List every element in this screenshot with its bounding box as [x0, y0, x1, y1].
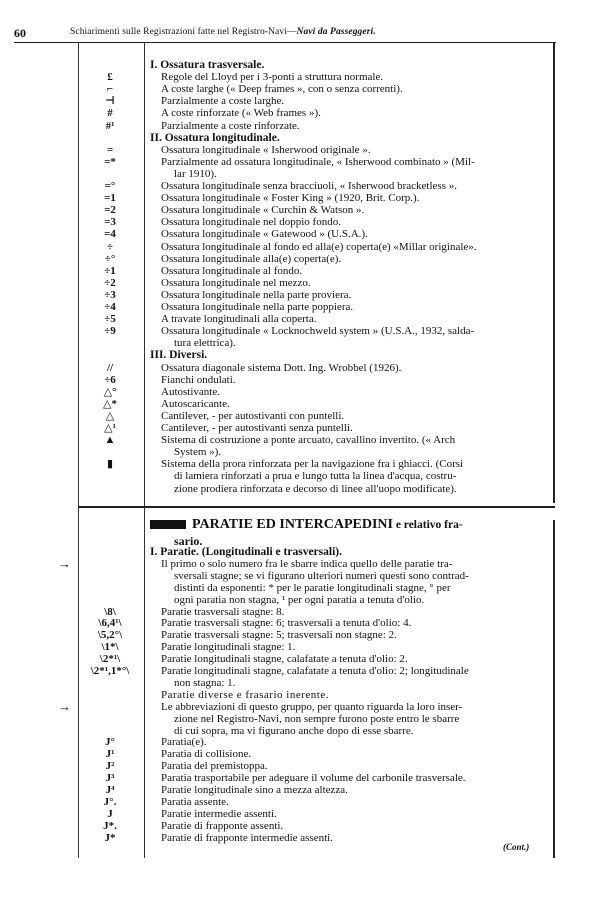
symbol-glyph: J¹ — [105, 748, 115, 761]
running-title-plain: Schiarimenti sulle Registrazioni fatte nel Registro-Navi— — [70, 27, 297, 37]
entry-text: Paratia di collisione. — [161, 748, 252, 761]
section-heading: II. Ossatura longitudinale. — [150, 131, 280, 144]
symbol-glyph: = — [106, 143, 114, 156]
entry-text: Ossatura longitudinale « Isherwood originale ». — [161, 143, 371, 156]
entry-text: Paratie trasversali stagne: 5; trasversali non stagne: 2. — [161, 629, 397, 642]
symbol-glyph: \2*¹\ — [99, 653, 121, 666]
entry-text: Ossatura longitudinale « Locknochweld system » (U.S.A., 1932, salda- — [161, 325, 475, 338]
right-rule-bottom — [553, 520, 555, 858]
entry-text: Cantilever, - per autostivanti senza puntelli. — [161, 422, 353, 434]
entry-text: Ossatura longitudinale nella parte poppiera. — [161, 301, 354, 313]
right-rule-top — [553, 43, 555, 503]
continued-label: (Cont.) — [503, 842, 530, 852]
entry-text: Paratie di frapponte intermedie assenti. — [161, 831, 333, 844]
symbol-glyph: \5,2°\ — [97, 629, 123, 642]
entry-text: Paratie trasversali stagne: 8. — [161, 605, 285, 618]
symbol-glyph: J³ — [105, 772, 115, 785]
entry-text: Il primo o solo numero fra le sbarre indica quello delle paratie tra- — [161, 557, 453, 570]
entry-text: Paratia assente. — [161, 795, 229, 808]
symbol-column-rule — [144, 43, 145, 858]
entry-text: A coste larghe (« Deep frames », con o senza correnti). — [161, 83, 403, 96]
entry-text: System »). — [174, 446, 222, 459]
symbol-glyph: ÷4 — [104, 301, 116, 313]
entry-text: Parzialmente a coste larghe. — [161, 95, 285, 108]
entry-text: Autostivante. — [161, 385, 220, 398]
symbol-glyph: =* — [104, 155, 116, 168]
entry-text: Ossatura longitudinale al fondo ed alla(e) coperta(e) «Millar originale». — [161, 240, 477, 253]
entry-text: Cantilever, - per autostivanti con puntelli. — [161, 409, 345, 422]
running-title — [70, 27, 376, 37]
section-divider — [78, 506, 555, 508]
entry-text: Ossatura longitudinale nel mezzo. — [161, 276, 311, 289]
symbol-glyph: =2 — [104, 204, 116, 217]
symbol-glyph: ÷3 — [104, 288, 116, 301]
section-heading: I. Ossatura trasversale. — [150, 59, 265, 71]
symbol-glyph: J* — [104, 831, 116, 844]
entry-text: di cui sopra, ma vi figurano anche dopo di esse sbarre. — [174, 724, 414, 737]
symbol-glyph: ÷9 — [104, 325, 116, 338]
symbol-glyph: J² — [105, 760, 115, 773]
symbol-glyph: J° — [105, 736, 115, 749]
entry-text: Paratie di frapponte assenti. — [161, 819, 284, 832]
entry-text: tura elettrica). — [174, 337, 236, 350]
symbol-glyph: ⊣ — [105, 95, 115, 108]
symbol-glyph: £ — [107, 71, 113, 84]
symbol-glyph: =3 — [104, 216, 116, 229]
symbol-glyph: ÷ — [106, 240, 114, 253]
symbol-glyph: // — [106, 361, 114, 374]
symbol-glyph: ÷1 — [104, 264, 116, 277]
entry-text: Parzialmente a coste rinforzate. — [161, 119, 300, 132]
entry-text: Ossatura longitudinale « Gatewood » (U.S.A.). — [161, 228, 368, 241]
entry-text: Le abbreviazioni di questo gruppo, per quanto riguarda la loro inser- — [161, 700, 463, 713]
entry-text: Ossatura diagonale sistema Dott. Ing. Wrobbel (1926). — [161, 361, 402, 374]
symbol-glyph: # — [107, 107, 113, 120]
symbol-glyph: J°. — [103, 795, 117, 808]
entry-text: Paratie longitudinali stagne, calafatate a tenuta d'olio: 2. — [161, 653, 408, 666]
symbol-glyph: ÷5 — [104, 313, 116, 326]
entry-text: distinti da esponenti: * per le paratie longitudinali stagne, ° per — [174, 581, 451, 594]
entry-text: Autoscaricante. — [161, 397, 230, 410]
entry-text: Parzialmente ad ossatura longitudinale, « Isherwood combinato » (Mil- — [161, 155, 475, 168]
symbol-glyph: △ — [105, 409, 115, 422]
paratie-heading-main: PARATIE ED INTERCAPEDINI — [192, 517, 393, 532]
symbol-glyph: =° — [104, 180, 116, 192]
entry-text: sversali stagne; se vi figurano ulteriori numeri questi sono contrad- — [174, 569, 469, 582]
entry-text: Paratie longitudinali stagne, calafatate a tenuta d'olio: 2; longitudinale — [161, 665, 469, 677]
entry-text: Paratia trasportabile per adeguare il volume del carbonile trasversale. — [161, 772, 466, 785]
symbol-glyph: J — [107, 807, 113, 820]
header-rule — [14, 42, 556, 43]
symbol-glyph: ÷2 — [104, 276, 116, 289]
paratie-heading-line2: sario. — [174, 534, 203, 548]
entry-text: Sistema della prora rinforzata per la navigazione fra i ghiacci. (Corsi — [161, 458, 464, 471]
entry-text: Ossatura longitudinale nella parte proviera. — [161, 288, 352, 301]
entry-text: Ossatura longitudinale « Curchin & Watson ». — [161, 204, 365, 217]
entry-text: Ossatura longitudinale alla(e) coperta(e). — [161, 252, 342, 265]
page-number: 60 — [14, 26, 26, 40]
entry-text: Paratie intermedie assenti. — [161, 807, 277, 820]
entry-text: Ossatura longitudinale nel doppio fondo. — [161, 216, 341, 229]
paratie-heading — [150, 517, 463, 533]
entry-text: lar 1910). — [174, 167, 217, 180]
entry-text: Paratie trasversali stagne: 6; trasversali a tenuta d'olio: 4. — [161, 617, 412, 630]
page-header — [8, 26, 556, 40]
entry-text: A travate longitudinali alla coperta. — [161, 313, 317, 326]
symbol-glyph: \6,4¹\ — [98, 617, 122, 630]
entry-text: Ossatura longitudinale senza bracciuoli, « Isherwood bracketless ». — [161, 180, 457, 192]
entry-text: zione nel Registro-Navi, non sempre furono poste entro le sbarre — [174, 712, 460, 725]
symbol-glyph: ÷° — [104, 252, 116, 265]
symbol-glyph: =4 — [104, 228, 116, 241]
entry-text: Fianchi ondulati. — [161, 373, 236, 386]
left-column-rule — [78, 43, 79, 858]
entry-text: A coste rinforzate (« Web frames »). — [161, 107, 321, 120]
entry-text: Ossatura longitudinale « Foster King » (1920, Brit. Corp.). — [161, 192, 420, 205]
heading-bar — [150, 520, 186, 529]
entry-text: Paratie longitudinali stagne: 1. — [161, 641, 296, 654]
symbol-glyph: △¹ — [104, 422, 116, 434]
entry-text: Regole del Lloyd per i 3-ponti a struttura normale. — [161, 71, 384, 84]
running-title-italic: Navi da Passeggeri. — [296, 27, 376, 37]
entry-text: di lamiera rinforzati a prua e lungo tutta la linea d'acqua, costru- — [174, 470, 457, 483]
arrow-marker-icon: → — [58, 555, 71, 571]
entry-text: Paratie longitudinale sino a mezza altezza. — [161, 784, 348, 796]
section-heading: III. Diversi. — [150, 349, 208, 362]
entry-text: non stagna: 1. — [174, 676, 236, 689]
symbol-glyph: ▲ — [104, 434, 116, 447]
entry-text: zione prodiera rinforzata e decorso di linee all'uopo modificate). — [174, 482, 457, 495]
symbol-glyph: △° — [103, 385, 117, 398]
entry-text: Paratie diverse e frasario inerente. — [161, 688, 329, 701]
symbol-glyph: \8\ — [104, 605, 116, 618]
symbol-glyph: △* — [103, 397, 117, 410]
entry-text: Paratia del premistoppa. — [161, 760, 268, 773]
symbol-glyph: #¹ — [105, 119, 115, 132]
paratie-heading-tail: e relativo fra- — [392, 519, 463, 531]
symbol-glyph: \2*¹,1*°\ — [90, 665, 130, 677]
symbol-glyph: ÷6 — [104, 373, 116, 386]
entry-text: Ossatura longitudinale al fondo. — [161, 264, 303, 277]
entry-text: Paratia(e). — [161, 736, 207, 749]
symbol-glyph: \1*\ — [101, 641, 119, 654]
symbol-glyph: J⁴ — [105, 784, 115, 796]
section-heading: I. Paratie. (Longitudinali e trasversali). — [150, 546, 342, 558]
symbol-glyph: ▮ — [106, 458, 114, 471]
symbol-glyph: ⌐ — [106, 83, 114, 96]
symbol-glyph: =1 — [104, 192, 116, 205]
symbol-glyph: J*. — [103, 819, 117, 832]
entry-text: ogni paratia non stagna, ¹ per ogni paratia a tenuta d'olio. — [174, 593, 425, 606]
entry-text: Sistema di costruzione a ponte arcuato, cavallino invertito. (« Arch — [161, 434, 456, 447]
arrow-marker-icon: → — [58, 698, 71, 714]
